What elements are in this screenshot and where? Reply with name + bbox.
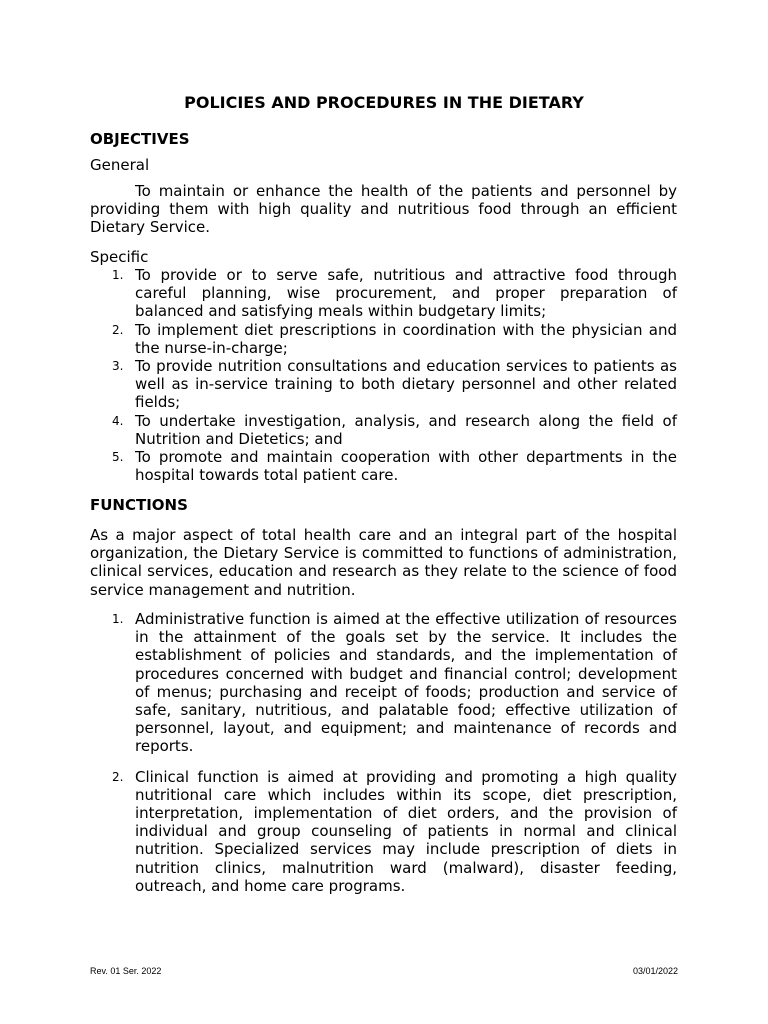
list-item-text: To provide nutrition consultations and education services to patients as well as in-service training to both dietary personnel and other related fields;	[135, 357, 677, 412]
general-label: General	[90, 156, 150, 174]
list-item-text: To provide or to serve safe, nutritious and attractive food through careful planning, wise procurement, and proper preparation of balanced and satisfying meals within budgetary limits;	[135, 266, 677, 321]
objectives-heading: OBJECTIVES	[90, 130, 190, 148]
functions-intro: As a major aspect of total health care and an integral part of the hospital organization, the Dietary Service is committed to functions of administration, clinical services, education and research as they relate to the science of food service management and nutrition.	[90, 526, 677, 599]
list-number: 5.	[112, 450, 124, 465]
list-number: 2.	[112, 769, 124, 784]
list-item-text: To promote and maintain cooperation with other departments in the hospital towards total patient care.	[135, 448, 677, 485]
footer-date: 03/01/2022	[632, 966, 678, 976]
list-number: 2.	[112, 322, 124, 337]
list-item-text: To implement diet prescriptions in coordination with the physician and the nurse-in-charge;	[135, 320, 677, 357]
document-title: POLICIES AND PROCEDURES IN THE DIETARY	[184, 93, 584, 112]
functions-heading: FUNCTIONS	[90, 496, 188, 514]
specific-label: Specific	[90, 248, 149, 266]
list-item	[90, 321, 677, 357]
list-number: 1.	[112, 268, 124, 282]
list-item	[90, 357, 677, 412]
list-number: 3.	[112, 359, 124, 374]
footer-revision: Rev. 01 Ser. 2022	[90, 966, 162, 976]
list-item	[90, 412, 677, 448]
specific-objectives-list	[90, 266, 677, 484]
list-item	[90, 266, 677, 321]
list-item-text: To undertake investigation, analysis, and research along the field of Nutrition and Dietetics; and	[135, 411, 677, 448]
list-item	[90, 768, 677, 895]
list-number: 4.	[112, 413, 124, 428]
list-item	[90, 610, 677, 756]
list-item	[90, 448, 677, 484]
functions-list	[90, 610, 677, 895]
list-item-text: Administrative function is aimed at the effective utilization of resources in the attainment of the goals set by the service. It includes the establishment of policies and standards, and the implementation of procedures concerned with budget and financial control; development of menus; purchasing and receipt of foods; production and service of safe, sanitary, nutritious, and palatable food; effective utilization of personnel, layout, and equipment; and maintenance of records and reports.	[135, 610, 677, 756]
list-number: 1.	[112, 612, 124, 626]
general-paragraph: To maintain or enhance the health of the patients and personnel by providing them with high quality and nutritious food through an efficient Dietary Service.	[90, 182, 677, 237]
list-item-text: Clinical function is aimed at providing and promoting a high quality nutritional care which includes within its scope, diet prescription, interpretation, implementation of diet orders, and the provision of individual and group counseling of patients in normal and clinical nutrition. Specialized services may include prescription of diets in nutrition clinics, malnutrition ward (malward), disaster feeding, outreach, and home care programs.	[135, 767, 677, 895]
